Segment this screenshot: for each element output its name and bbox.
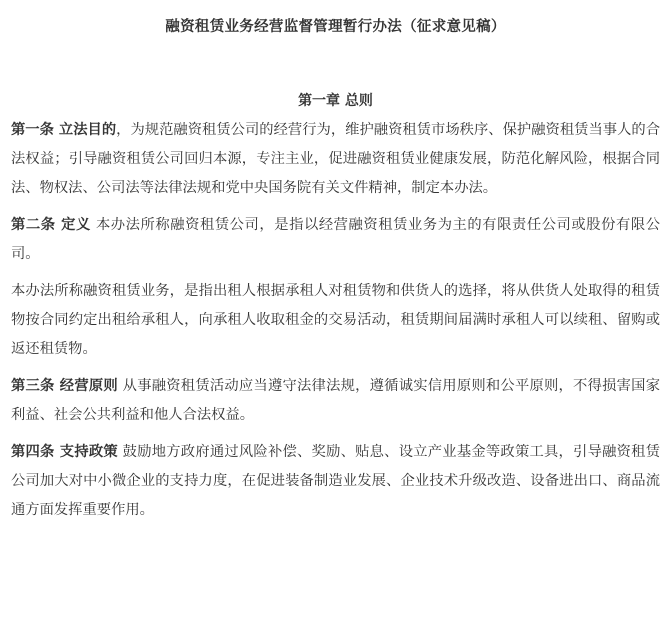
article-text: ，为规范融资租赁公司的经营行为，维护融资租赁市场秩序、保护融资租赁当事人的合法权益；引导融资租赁公司回归本源，专注主业，促进融资租赁业健康发展，防范化解风险，根据合同法、物权法、公司法等法律法规和党中央国务院有关文件精神，制定本办法。 xyxy=(11,122,660,196)
article-2-paragraph-2 xyxy=(11,277,660,364)
article-heading: 第三条 经营原则 xyxy=(11,378,118,394)
article-text: 鼓励地方政府通过风险补偿、奖励、贴息、设立产业基金等政策工具，引导融资租赁公司加大对中小微企业的支持力度，在促进装备制造业发展、企业技术升级改造、设备进出口、商品流通方面发挥重要作用。 xyxy=(11,444,660,518)
article-2 xyxy=(11,211,660,269)
article-text: 从事融资租赁活动应当遵守法律法规，遵循诚实信用原则和公平原则，不得损害国家利益、社会公共利益和他人合法权益。 xyxy=(11,378,660,423)
article-heading: 第四条 支持政策 xyxy=(11,444,118,460)
article-text: 本办法所称融资租赁公司，是指以经营融资租赁业务为主的有限责任公司或股份有限公司。 xyxy=(11,217,661,262)
article-3 xyxy=(11,372,660,430)
article-heading: 第一条 立法目的 xyxy=(11,122,117,138)
article-text: 本办法所称融资租赁业务，是指出租人根据承租人对租赁物和供货人的选择，将从供货人处取得的租赁物按合同约定出租给承租人，向承租人收取租金的交易活动，租赁期间届满时承租人可以续租、留购或返还租赁物。 xyxy=(11,283,660,357)
chapter-title: 第一章 总则 xyxy=(298,93,373,109)
article-4 xyxy=(11,438,660,525)
article-1 xyxy=(11,116,660,203)
document-title: 融资租赁业务经营监督管理暂行办法（征求意见稿） xyxy=(165,19,506,35)
article-heading: 第二条 定义 xyxy=(11,217,91,233)
